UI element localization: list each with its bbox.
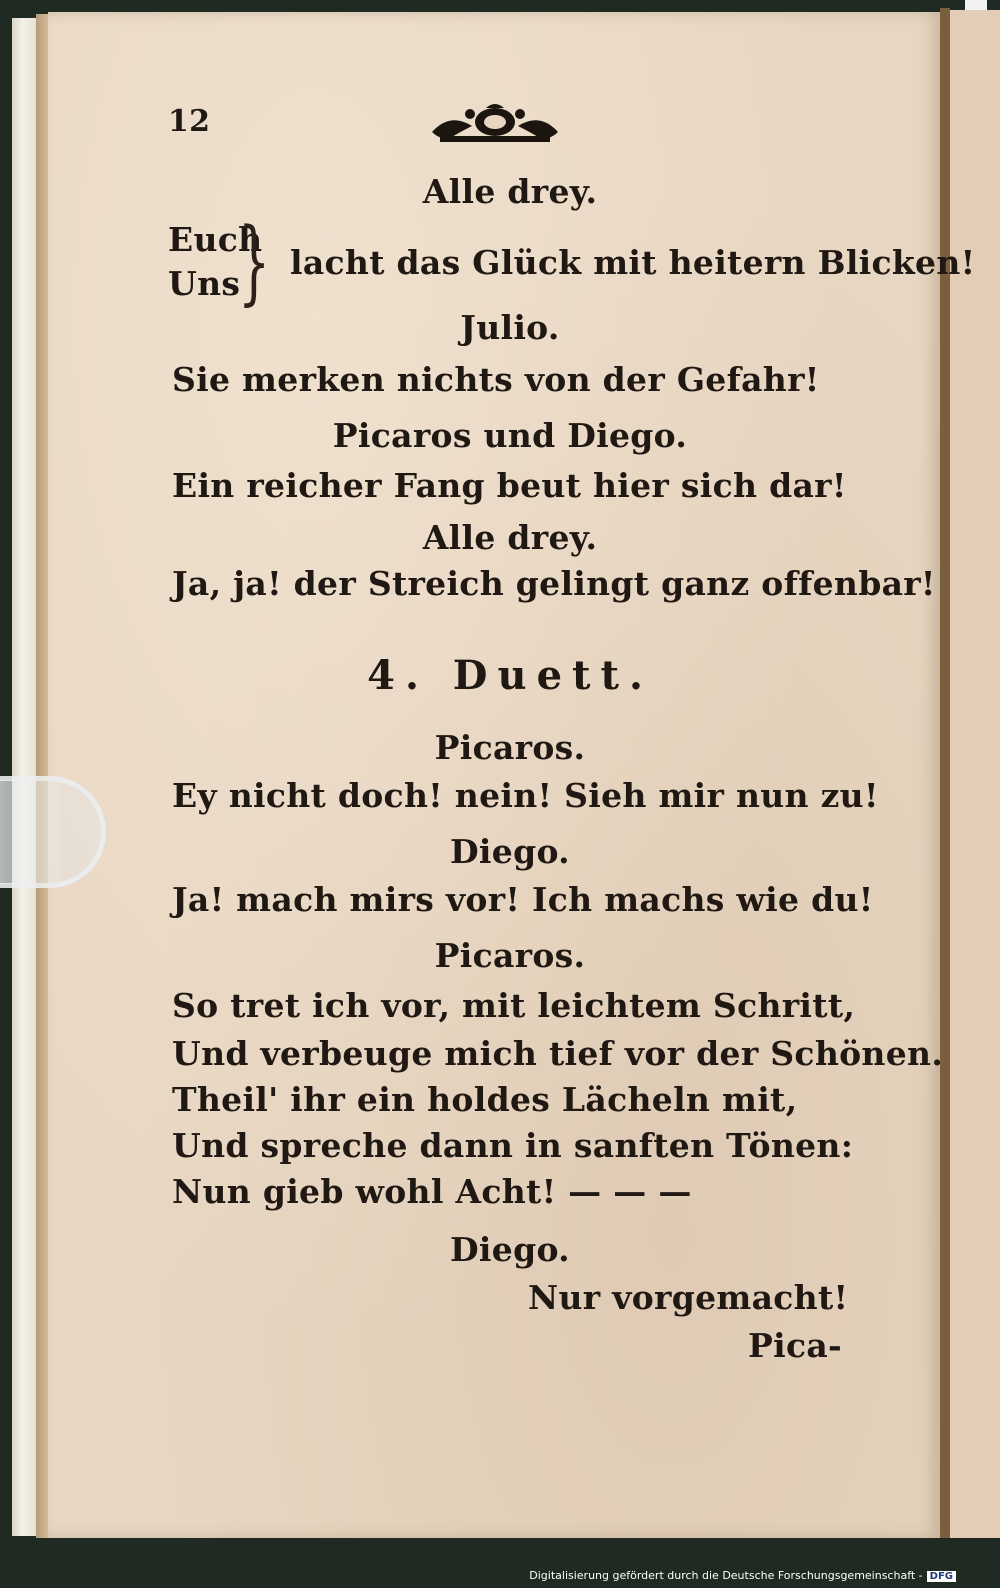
dfg-logo: DFG [927, 1571, 956, 1582]
facing-page-edge [950, 10, 1000, 1538]
curly-brace-icon: } [238, 208, 271, 315]
line-julio: Sie merken nichts von der Gefahr! [172, 360, 820, 399]
funding-footer [529, 1569, 956, 1582]
line-picaros: Ey nicht doch! nein! Sieh mir nun zu! [172, 776, 879, 815]
speaker-picaros-2: Picaros. [434, 936, 586, 975]
verse-line-4: Und spreche dann in sanften Tönen: [172, 1126, 854, 1165]
brace-word-uns: Uns [168, 264, 241, 303]
speaker-picaros: Picaros. [434, 728, 586, 767]
verse-line-1: So tret ich vor, mit leichtem Schritt, [172, 986, 856, 1025]
verse-line-3: Theil' ihr ein holdes Lächeln mit, [172, 1080, 798, 1119]
speaker-alle-drey-2: Alle drey. [422, 518, 598, 557]
floral-vignette-ornament-icon [430, 102, 560, 146]
verse-line-2: Und verbeuge mich tief vor der Schönen. [172, 1034, 944, 1073]
line-diego-2: Nur vorgemacht! [528, 1278, 849, 1317]
brace-word-euch: Euch [168, 220, 263, 259]
top-right-marker [965, 0, 987, 10]
brace-line: lacht das Glück mit heitern Blicken! [290, 243, 976, 282]
speaker-julio: Julio. [460, 308, 560, 347]
section-heading: 4. Duett. [367, 652, 653, 699]
speaker-diego-2: Diego. [450, 1230, 570, 1269]
catchword: Pica- [748, 1326, 843, 1365]
speaker-picaros-diego: Picaros und Diego. [332, 416, 688, 455]
book-gutter [940, 8, 950, 1538]
funding-note: Digitalisierung gefördert durch die Deutsche Forschungsgemeinschaft - [529, 1569, 923, 1582]
line-alle-drey: Ja, ja! der Streich gelingt ganz offenbar! [172, 564, 936, 603]
line-picaros-diego: Ein reicher Fang beut hier sich dar! [172, 466, 847, 505]
verse-line-5: Nun gieb wohl Acht! — — — [172, 1172, 692, 1211]
speaker-alle-drey: Alle drey. [422, 172, 598, 211]
line-diego: Ja! mach mirs vor! Ich machs wie du! [172, 880, 874, 919]
speaker-diego: Diego. [450, 832, 570, 871]
page-number: 12 [168, 104, 211, 139]
